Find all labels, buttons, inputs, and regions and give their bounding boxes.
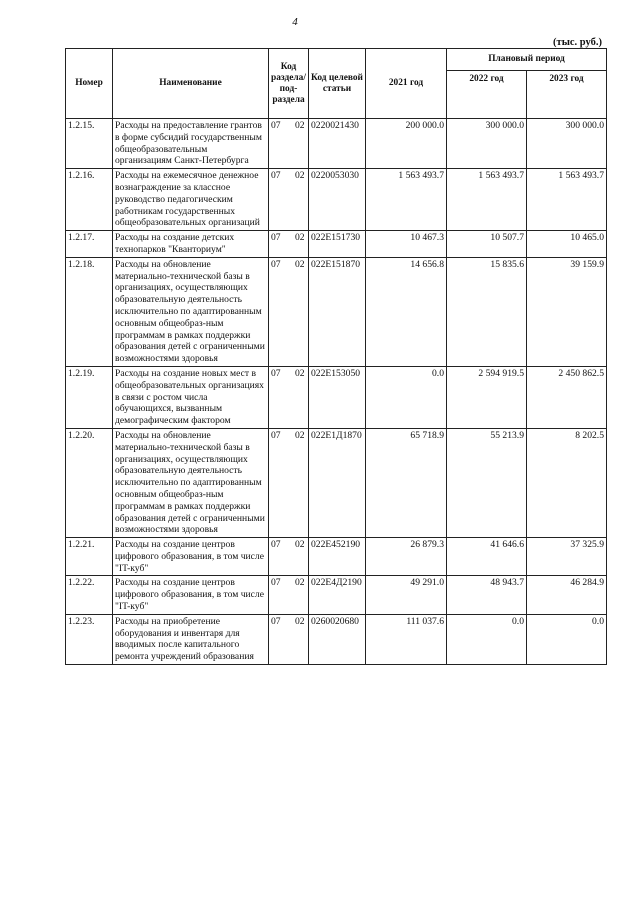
row-name: Расходы на ежемесячное денежное вознаграждение за классное руководство педагогическим работникам государственных общеобразовательных организаций <box>113 169 269 231</box>
row-value-2023: 46 284.9 <box>527 576 607 614</box>
header-number: Номер <box>66 49 113 119</box>
row-section-code <box>269 366 309 428</box>
table-row <box>66 428 607 537</box>
table-row <box>66 366 607 428</box>
header-2023: 2023 год <box>527 71 607 119</box>
row-number: 1.2.22. <box>66 576 113 614</box>
table-row <box>66 576 607 614</box>
row-subsection: 02 <box>295 258 305 270</box>
table-row <box>66 257 607 366</box>
row-section-code <box>269 538 309 576</box>
row-value-2022: 1 563 493.7 <box>447 169 527 231</box>
row-subsection: 02 <box>295 577 305 589</box>
row-section: 07 <box>271 577 281 589</box>
row-subsection: 02 <box>295 615 305 627</box>
row-section-code <box>269 614 309 664</box>
header-target-code: Код целевой статьи <box>309 49 366 119</box>
row-value-2021: 49 291.0 <box>366 576 447 614</box>
row-name: Расходы на обновление материально-технической базы в организациях, осуществляющих образовательную деятельность исключительно по адаптированным основным общеобраз-ным программам в рамках поддержки образования детей с ограниченными возможностями здоровья <box>113 257 269 366</box>
row-value-2022: 55 213.9 <box>447 428 527 537</box>
row-subsection: 02 <box>295 429 305 441</box>
row-value-2023: 2 450 862.5 <box>527 366 607 428</box>
header-planned-period: Плановый период <box>447 49 607 71</box>
unit-note: (тыс. руб.) <box>553 37 602 48</box>
row-target-code: 0220053030 <box>309 169 366 231</box>
row-section: 07 <box>271 615 281 627</box>
row-number: 1.2.19. <box>66 366 113 428</box>
row-number: 1.2.17. <box>66 231 113 258</box>
budget-table <box>65 48 607 665</box>
row-section: 07 <box>271 120 281 131</box>
row-target-code: 0220021430 <box>309 119 366 169</box>
row-section-code <box>269 576 309 614</box>
row-target-code: 022Е151730 <box>309 231 366 258</box>
row-section-code <box>269 257 309 366</box>
table-row <box>66 119 607 169</box>
row-number: 1.2.20. <box>66 428 113 537</box>
row-name: Расходы на создание детских технопарков "Кванториум" <box>113 231 269 258</box>
row-name: Расходы на приобретение оборудования и инвентаря для вводимых после капитального ремонта учреждений образования <box>113 614 269 664</box>
row-name: Расходы на создание центров цифрового образования, в том числе "IT-куб" <box>113 538 269 576</box>
row-section: 07 <box>271 429 281 441</box>
row-section-code <box>269 119 309 169</box>
row-subsection: 02 <box>295 539 305 551</box>
row-subsection: 02 <box>295 367 305 379</box>
row-section: 07 <box>271 170 281 182</box>
row-value-2022: 0.0 <box>447 614 527 664</box>
row-value-2021: 10 467.3 <box>366 231 447 258</box>
row-number: 1.2.16. <box>66 169 113 231</box>
table-row <box>66 169 607 231</box>
row-section: 07 <box>271 367 281 379</box>
row-section-code <box>269 169 309 231</box>
row-target-code: 022Е452190 <box>309 538 366 576</box>
page-number: 4 <box>292 16 298 28</box>
row-value-2023: 8 202.5 <box>527 428 607 537</box>
row-value-2021: 200 000.0 <box>366 119 447 169</box>
row-number: 1.2.18. <box>66 257 113 366</box>
header-2021: 2021 год <box>366 49 447 119</box>
row-target-code: 0260020680 <box>309 614 366 664</box>
header-2022: 2022 год <box>447 71 527 119</box>
row-section: 07 <box>271 539 281 551</box>
row-name: Расходы на создание новых мест в общеобразовательных организациях в связи с ростом числа обучающихся, вызванным демографическим фактором <box>113 366 269 428</box>
row-value-2022: 2 594 919.5 <box>447 366 527 428</box>
row-value-2021: 1 563 493.7 <box>366 169 447 231</box>
row-section: 07 <box>271 232 281 244</box>
row-value-2022: 10 507.7 <box>447 231 527 258</box>
row-name: Расходы на обновление материально-технической базы в организациях, осуществляющих образовательную деятельность исключительно по адаптированным основным общеобраз-ным программам в рамках поддержки образования детей с ограниченными возможностями здоровья <box>113 428 269 537</box>
row-value-2021: 111 037.6 <box>366 614 447 664</box>
row-value-2023: 0.0 <box>527 614 607 664</box>
row-section-code <box>269 428 309 537</box>
table-row <box>66 231 607 258</box>
row-subsection: 02 <box>295 170 305 182</box>
row-value-2022: 41 646.6 <box>447 538 527 576</box>
row-target-code: 022Е153050 <box>309 366 366 428</box>
row-value-2021: 14 656.8 <box>366 257 447 366</box>
row-value-2023: 300 000.0 <box>527 119 607 169</box>
table-body <box>66 119 607 665</box>
row-number: 1.2.15. <box>66 119 113 169</box>
row-subsection: 02 <box>295 232 305 244</box>
row-target-code: 022Е4Д2190 <box>309 576 366 614</box>
row-value-2021: 65 718.9 <box>366 428 447 537</box>
row-value-2023: 10 465.0 <box>527 231 607 258</box>
row-value-2023: 1 563 493.7 <box>527 169 607 231</box>
row-value-2023: 37 325.9 <box>527 538 607 576</box>
row-value-2021: 26 879.3 <box>366 538 447 576</box>
row-name: Расходы на предоставление грантов в форме субсидий государственным общеобразовательным организациям Санкт-Петербурга <box>113 119 269 169</box>
header-section-code: Код раздела/ под-раздела <box>269 49 309 119</box>
table-row <box>66 614 607 664</box>
row-target-code: 022Е1Д1870 <box>309 428 366 537</box>
row-section-code <box>269 231 309 258</box>
row-value-2021: 0.0 <box>366 366 447 428</box>
row-value-2022: 300 000.0 <box>447 119 527 169</box>
row-target-code: 022Е151870 <box>309 257 366 366</box>
row-value-2023: 39 159.9 <box>527 257 607 366</box>
row-number: 1.2.21. <box>66 538 113 576</box>
row-value-2022: 15 835.6 <box>447 257 527 366</box>
header-name: Наименование <box>113 49 269 119</box>
row-section: 07 <box>271 258 281 270</box>
row-number: 1.2.23. <box>66 614 113 664</box>
row-value-2022: 48 943.7 <box>447 576 527 614</box>
table-row <box>66 538 607 576</box>
row-name: Расходы на создание центров цифрового образования, в том числе "IT-куб" <box>113 576 269 614</box>
row-subsection: 02 <box>295 120 305 131</box>
